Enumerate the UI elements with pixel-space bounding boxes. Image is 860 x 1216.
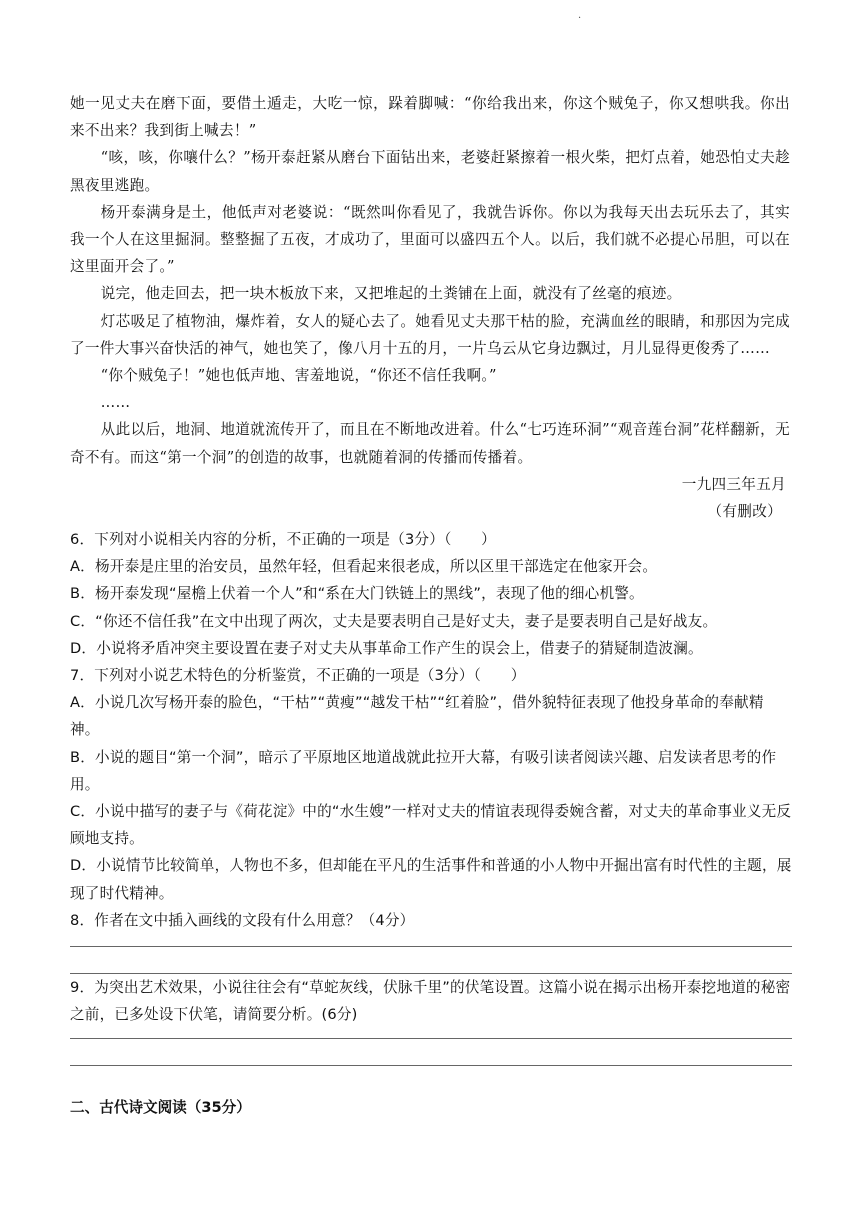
answer-line[interactable] — [70, 946, 792, 947]
story-excerpt — [70, 90, 790, 525]
story-paragraph: 从此以后，地洞、地道就流传开了，而且在不断地改进着。什么“七巧连环洞”“观音莲台洞”花样翻新，无奇不有。而这“第一个洞”的创造的故事，也就随着洞的传播而传播着。 — [70, 421, 790, 466]
story-paragraph: 说完，他走回去，把一块木板放下来，又把堆起的土粪铺在上面，就没有了丝毫的痕迹。 — [100, 285, 682, 303]
story-paragraph: “咳，咳，你嚷什么？”杨开泰赶紧从磨台下面钻出来，老婆赶紧擦着一根火柴，把灯点着，她恐怕丈夫趁黑夜里逃跑。 — [70, 149, 790, 194]
question-7-option-b: B．小说的题目“第一个洞”，暗示了平原地区地道战就此拉开大幕，有吸引读者阅读兴趣、启发读者思考的作用。 — [70, 748, 777, 793]
header-mark: · — [578, 13, 582, 24]
story-source-note: （有删改） — [707, 503, 782, 521]
question-7-option-a: A．小说几次写杨开泰的脸色，“干枯”“黄瘦”“越发干枯”“红着脸”，借外貌特征表现了他投身革命的奉献精神。 — [70, 694, 764, 739]
question-6-stem: 6．下列对小说相关内容的分析，不正确的一项是（3分）（ ） — [70, 531, 496, 548]
question-7-stem: 7．下列对小说艺术特色的分析鉴赏，不正确的一项是（3分）（ ） — [70, 667, 526, 685]
question-8-stem: 8．作者在文中插入画线的文段有什么用意？（4分） — [70, 911, 415, 929]
story-paragraph: 她一见丈夫在磨下面，要借土遁走，大吃一惊，跺着脚喊：“你给我出来，你这个贼兔子，你又想哄我。你出来不出来？我到街上喊去！” — [70, 95, 790, 140]
questions-section — [70, 526, 792, 1066]
story-date: 一九四三年五月 — [681, 475, 786, 493]
question-6-option-b: B．杨开泰发现“屋檐上伏着一个人”和“系在大门铁链上的黑线”，表现了他的细心机警。 — [70, 585, 644, 603]
story-paragraph: 杨开泰满身是土，他低声对老婆说：“既然叫你看见了，我就告诉你。你以为我每天出去玩乐去了，其实我一个人在这里掘洞。整整掘了五夜，才成功了，里面可以盛四五个人。以后，我们就不必提心吊胆，可以在这里面开会了。” — [70, 203, 790, 276]
story-paragraph: 灯芯吸足了植物油，爆炸着，女人的疑心去了。她看见丈夫那干枯的脸，充满血丝的眼睛，和那因为完成了一件大事兴奋快活的神气，她也笑了，像八月十五的月，一片乌云从它身边飘过，月儿显得更俊秀了…… — [70, 312, 790, 357]
question-6-option-a: A．杨开泰是庄里的治安员，虽然年轻，但看起来很老成，所以区里干部选定在他家开会。 — [70, 558, 658, 576]
question-9-stem: 9．为突出艺术效果，小说往往会有“草蛇灰线，伏脉千里”的伏笔设置。这篇小说在揭示出杨开泰挖地道的秘密之前，已多处设下伏笔，请简要分析。(6分) — [70, 979, 791, 1024]
story-ellipsis: …… — [100, 394, 131, 412]
question-7-option-c: C．小说中描写的妻子与《荷花淀》中的“水生嫂”一样对丈夫的情谊表现得委婉含蓄，对丈夫的革命事业义无反顾地支持。 — [70, 803, 792, 848]
answer-line[interactable] — [70, 1038, 792, 1039]
story-paragraph: “你个贼兔子！”她也低声地、害羞地说，“你还不信任我啊。” — [100, 367, 497, 385]
question-6-option-d: D．小说将矛盾冲突主要设置在妻子对丈夫从事革命工作产生的误会上，借妻子的猜疑制造波澜。 — [70, 639, 703, 657]
section-heading: 二、古代诗文阅读（35分） — [70, 1099, 251, 1116]
answer-line[interactable] — [70, 1065, 792, 1066]
question-7-option-d: D．小说情节比较简单，人物也不多，但却能在平凡的生活事件和普通的小人物中开掘出富有时代性的主题，展现了时代精神。 — [70, 857, 792, 902]
question-6-option-c: C．“你还不信任我”在文中出现了两次，丈夫是要表明自己是好丈夫，妻子是要表明自己是好战友。 — [70, 612, 718, 630]
